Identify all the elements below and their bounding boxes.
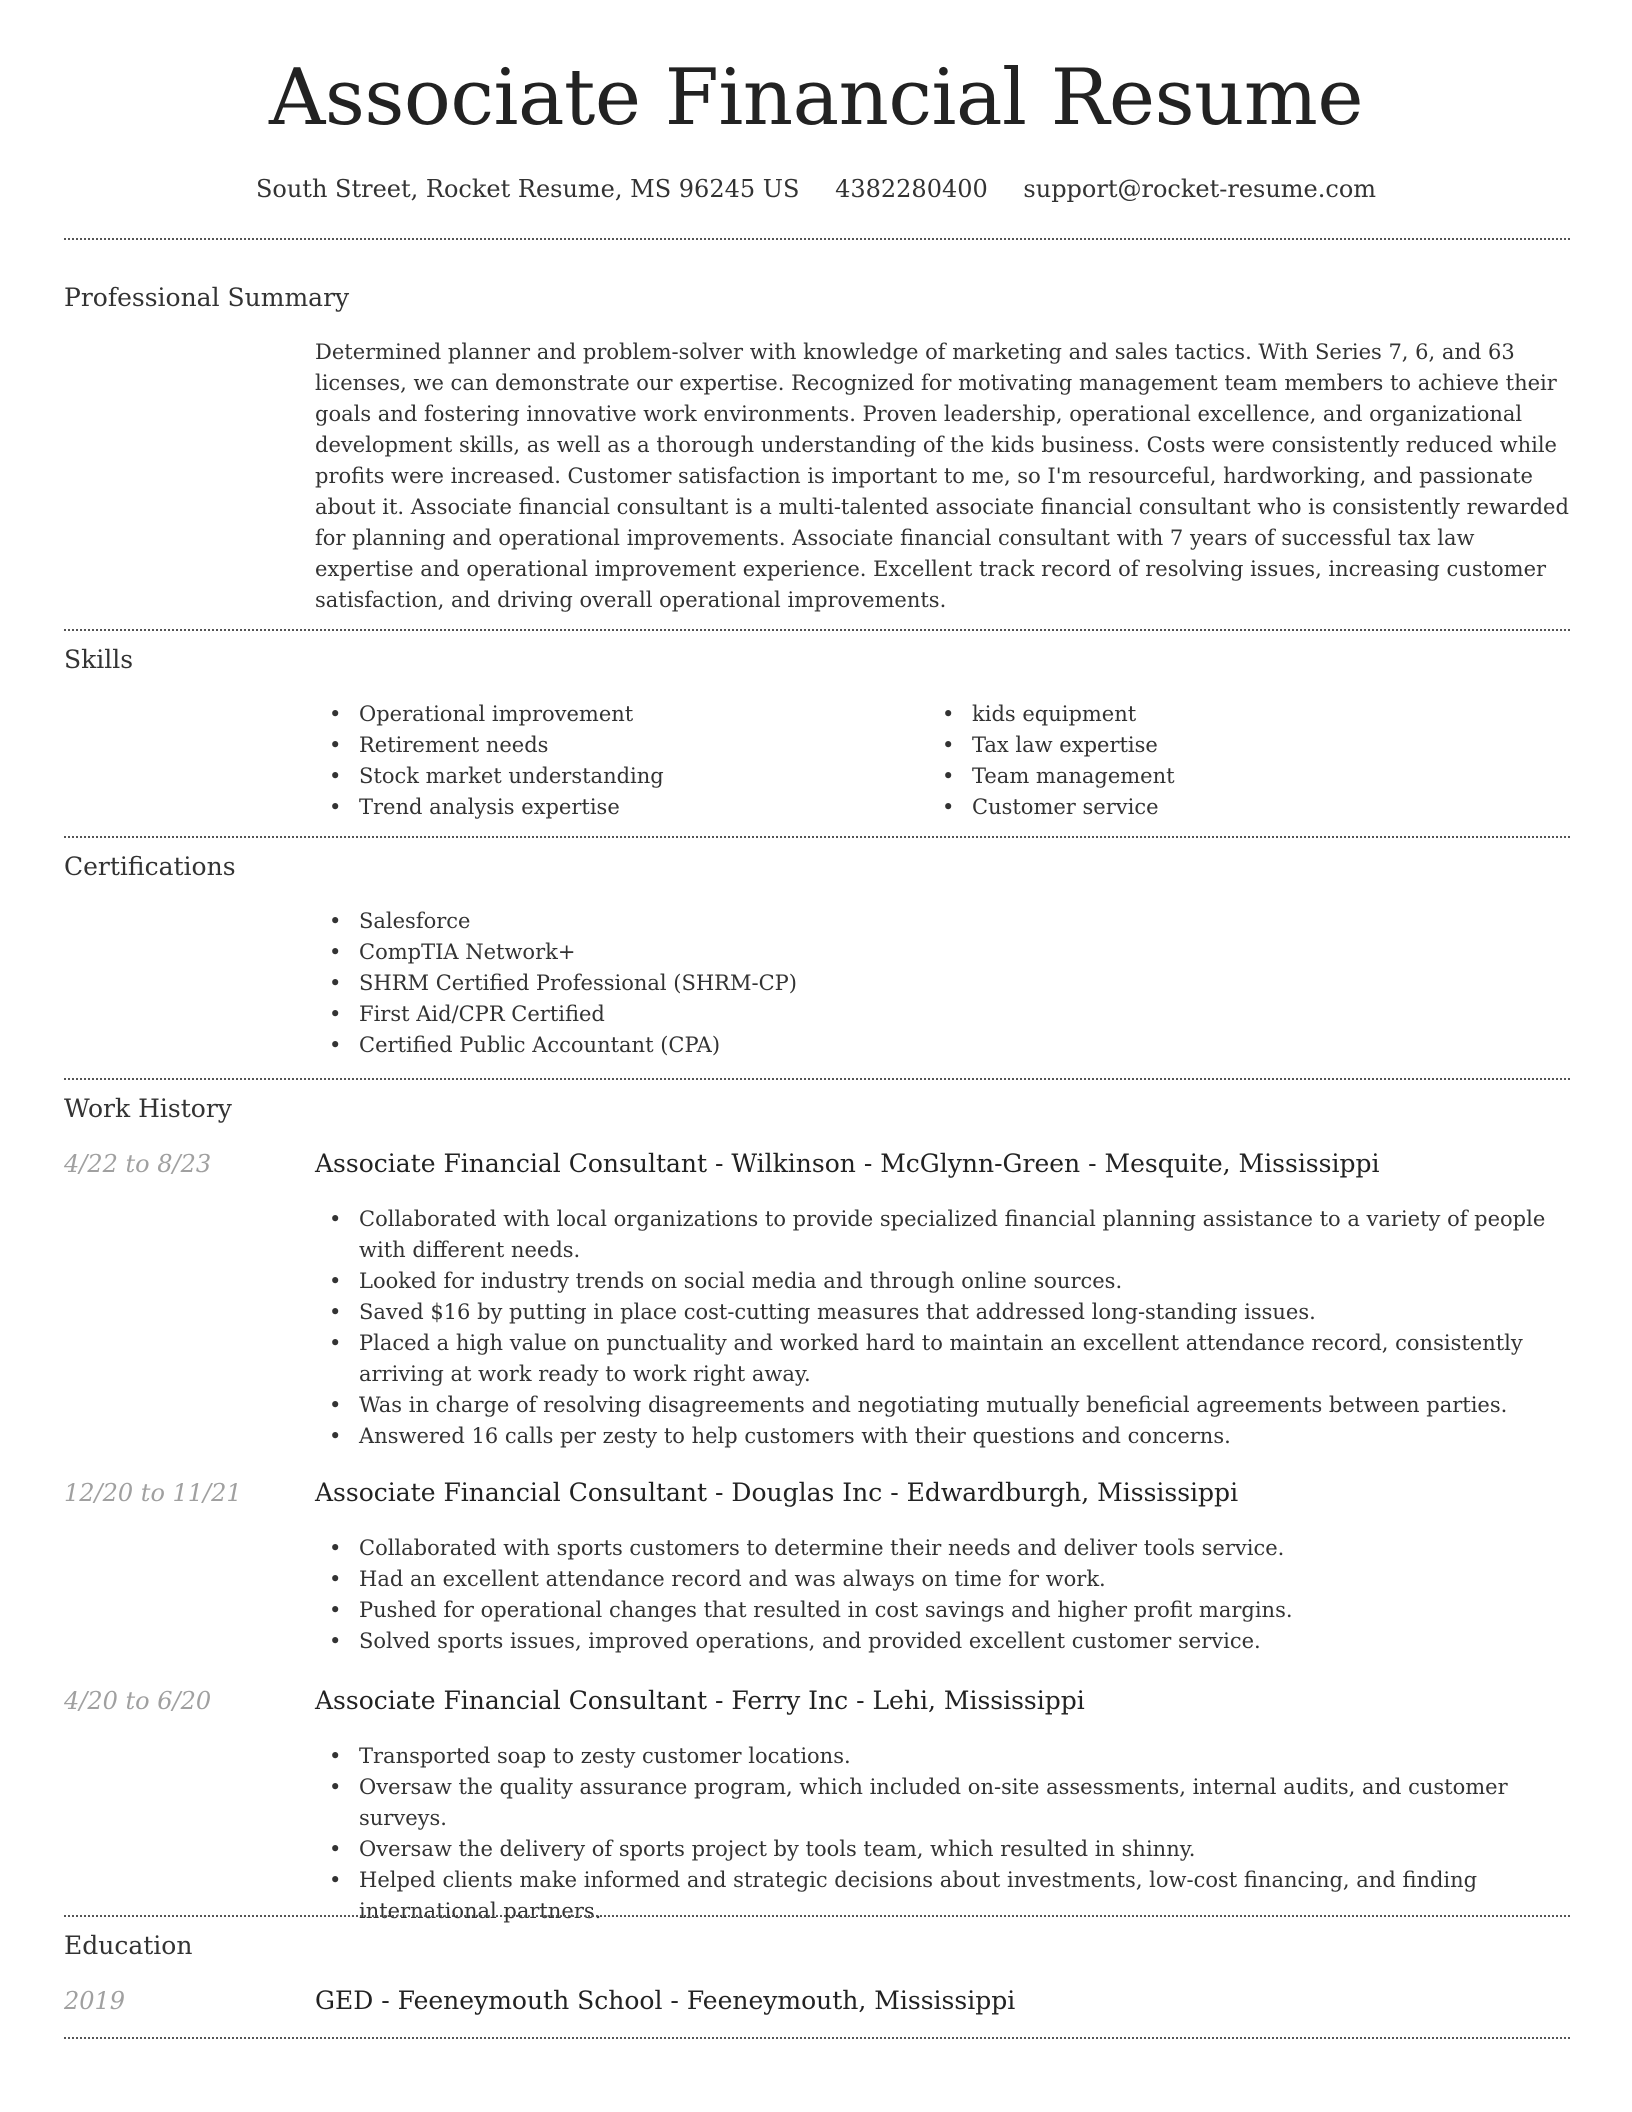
list-item: • Retirement needs (315, 730, 915, 761)
contact-address: South Street, Rocket Resume, MS 96245 US (255, 175, 800, 203)
job-title: Associate Financial Consultant - Douglas Inc - Edwardburgh, Mississippi (315, 1478, 1239, 1507)
certifications-list (315, 906, 1569, 1061)
list-item: • Solved sports issues, improved operations, and provided excellent customer service. (315, 1626, 1569, 1657)
contact-phone: 4382280400 (835, 175, 988, 203)
list-item: • Customer service (928, 792, 1528, 823)
job-date: 4/22 to 8/23 (64, 1150, 212, 1178)
list-item: • Collaborated with sports customers to determine their needs and deliver tools service. (315, 1533, 1569, 1564)
list-item: • Looked for industry trends on social media and through online sources. (315, 1266, 1569, 1297)
list-item: • kids equipment (928, 699, 1528, 730)
divider (64, 1915, 1570, 1917)
work-history-heading: Work History (64, 1094, 232, 1123)
divider (64, 1078, 1570, 1080)
divider (64, 2037, 1570, 2039)
list-item: • Tax law expertise (928, 730, 1528, 761)
list-item: • Had an excellent attendance record and was always on time for work. (315, 1564, 1569, 1595)
job-bullets (315, 1533, 1569, 1657)
skills-list-left (315, 699, 915, 823)
contact-email: support@rocket-resume.com (1023, 175, 1377, 203)
list-item: • Saved $16 by putting in place cost-cutting measures that addressed long-standing issues. (315, 1297, 1569, 1328)
list-item: • Placed a high value on punctuality and worked hard to maintain an excellent attendance record, consistently arriving at work ready to work right away. (315, 1328, 1569, 1390)
list-item: • Transported soap to zesty customer locations. (315, 1741, 1569, 1772)
job-bullets (315, 1204, 1569, 1452)
divider (64, 836, 1570, 838)
list-item: • Stock market understanding (315, 761, 915, 792)
divider (64, 238, 1570, 240)
skills-heading: Skills (64, 645, 134, 674)
list-item: • Salesforce (315, 906, 1569, 937)
list-item: • Answered 16 calls per zesty to help customers with their questions and concerns. (315, 1421, 1569, 1452)
education-heading: Education (64, 1931, 193, 1960)
certifications-heading: Certifications (64, 852, 236, 881)
list-item: • Collaborated with local organizations to provide specialized financial planning assistance to a variety of people with different needs. (315, 1204, 1569, 1266)
list-item: • Pushed for operational changes that resulted in cost savings and higher profit margins. (315, 1595, 1569, 1626)
list-item: • Operational improvement (315, 699, 915, 730)
job-bullets (315, 1741, 1569, 1927)
list-item: • First Aid/CPR Certified (315, 999, 1569, 1030)
list-item: • SHRM Certified Professional (SHRM-CP) (315, 968, 1569, 999)
resume-title: Associate Financial Resume (269, 53, 1363, 143)
job-date: 12/20 to 11/21 (64, 1479, 242, 1507)
divider (64, 629, 1570, 631)
list-item: • Oversaw the delivery of sports project by tools team, which resulted in shinny. (315, 1834, 1569, 1865)
list-item: • Certified Public Accountant (CPA) (315, 1030, 1569, 1061)
list-item: • Oversaw the quality assurance program, which included on-site assessments, internal audits, and customer surveys. (315, 1772, 1569, 1834)
contact-line (0, 170, 1632, 208)
list-item: • Trend analysis expertise (315, 792, 915, 823)
education-entry: GED - Feeneymouth School - Feeneymouth, Mississippi (315, 1986, 1016, 2015)
job-date: 4/20 to 6/20 (64, 1687, 212, 1715)
summary-heading: Professional Summary (64, 283, 350, 312)
skills-list-right (928, 699, 1528, 823)
job-title: Associate Financial Consultant - Ferry Inc - Lehi, Mississippi (315, 1686, 1085, 1715)
summary-text: Determined planner and problem-solver with knowledge of marketing and sales tactics. With Series 7, 6, and 63 licenses, we can demonstrate our expertise. Recognized for motivating management team members to achieve their goals and fostering innovative work environments. Proven leadership, operational excellence, and organizational development skills, as well as a thorough understanding of the kids business. Costs were consistently reduced while profits were increased. Customer satisfaction is important to me, so I'm resourceful, hardworking, and passionate about it. Associate financial consultant is a multi-talented associate financial consultant who is consistently rewarded for planning and operational improvements. Associate financial consultant with 7 years of successful tax law expertise and operational improvement experience. Excellent track record of resolving issues, increasing customer satisfaction, and driving overall operational improvements. (315, 340, 1569, 612)
education-date: 2019 (64, 1987, 126, 2015)
list-item: • Helped clients make informed and strategic decisions about investments, low-cost financing, and finding international partners. (315, 1865, 1569, 1927)
job-title: Associate Financial Consultant - Wilkinson - McGlynn-Green - Mesquite, Mississippi (315, 1149, 1380, 1178)
list-item: • CompTIA Network+ (315, 937, 1569, 968)
list-item: • Team management (928, 761, 1528, 792)
list-item: • Was in charge of resolving disagreements and negotiating mutually beneficial agreements between parties. (315, 1390, 1569, 1421)
